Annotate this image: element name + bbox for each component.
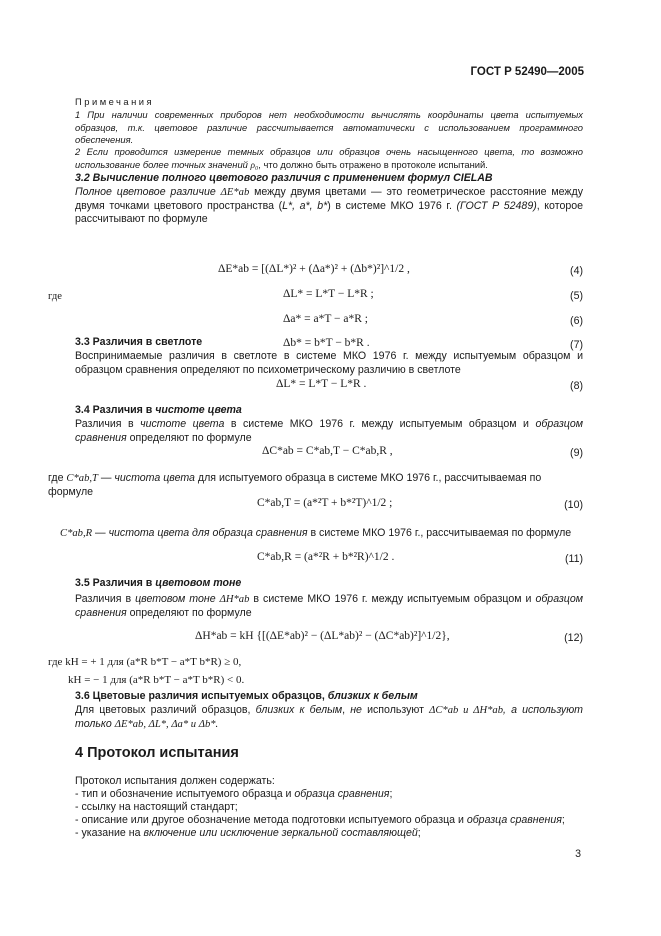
list-item: - тип и обозначение испытуемого образца и образца сравнения; — [75, 788, 393, 800]
equation-number-12: (12) — [564, 632, 583, 644]
section-3-4-paragraph: Различия в чистоте цвета в системе МКО 1976 г. между испытуемым образцом и образцом сравнения определяют по формуле — [75, 418, 584, 444]
page-number: 3 — [575, 848, 581, 860]
formula-4: ΔE*ab = [(ΔL*)² + (Δa*)² + (Δb*)²]^1/2 , — [218, 263, 410, 275]
list-item: - описание или другое обозначение метода подготовки испытуемого образца и образца сравнения; — [75, 814, 565, 826]
note-1: 1 При наличии современных приборов нет необходимости вычислять координаты цвета испытуемых образцов, т.к. цветовое различие рассчитывается автоматически с использованием программного обеспечения. — [75, 109, 583, 146]
section-3-4-heading: 3.4 Различия в чистоте цвета — [75, 404, 242, 416]
kh-condition-positive: где kH = + 1 для (a*R b*T − a*T b*R) ≥ 0, — [48, 656, 242, 668]
equation-number-11: (11) — [564, 553, 583, 565]
notes-title: Примечания — [75, 96, 155, 107]
equation-number-5: (5) — [570, 290, 583, 302]
section-3-2-heading: 3.2 Вычисление полного цветового различия с применением формул CIELAB — [75, 172, 493, 184]
formula-11: C*ab,R = (a*²R + b*²R)^1/2 . — [257, 551, 395, 563]
section-4-intro: Протокол испытания должен содержать: — [75, 775, 275, 787]
formula-12: ΔH*ab = kH {[(ΔE*ab)² − (ΔL*ab)² − (ΔC*ab)²]^1/2}, — [195, 630, 450, 642]
section-3-5-paragraph: Различия в цветовом тоне ΔH*ab в системе МКО 1976 г. между испытуемым образцом и образцом сравнения определяют по формуле — [75, 593, 583, 619]
formula-10: C*ab,T = (a*²T + b*²T)^1/2 ; — [257, 497, 393, 509]
equation-number-4: (4) — [570, 265, 583, 277]
definition-c-ab-t: где C*ab,T — чистота цвета для испытуемого образца в системе МКО 1976 г., рассчитываемая по формуле — [48, 472, 542, 498]
kh-condition-negative: kH = − 1 для (a*R b*T − a*T b*R) < 0. — [68, 674, 245, 686]
list-item: - ссылку на настоящий стандарт; — [75, 801, 238, 813]
section-4-heading: 4 Протокол испытания — [75, 745, 239, 761]
equation-number-10: (10) — [564, 499, 583, 511]
formula-6: Δa* = a*T − a*R ; — [283, 313, 368, 325]
section-3-3-heading: 3.3 Различия в светлоте — [75, 336, 203, 348]
formula-5: ΔL* = L*T − L*R ; — [283, 288, 374, 300]
document-id: ГОСТ Р 52490—2005 — [470, 66, 584, 78]
section-3-6-paragraph: Для цветовых различий образцов, близких к белым, не используют ΔC*ab и ΔH*ab, а используют только ΔE*ab, ΔL*, Δa* и Δb*. — [75, 704, 584, 730]
equation-number-8: (8) — [570, 380, 583, 392]
formula-9: ΔC*ab = C*ab,T − C*ab,R , — [262, 445, 393, 457]
section-3-3-paragraph: Воспринимаемые различия в светлоте в системе МКО 1976 г. между испытуемым образцом и образцом сравнения определяют по психометрическому различию в светлоте — [75, 350, 583, 376]
formula-7: Δb* = b*T − b*R . — [283, 337, 370, 349]
formula-8: ΔL* = L*T − L*R . — [276, 378, 367, 390]
section-3-2-paragraph: Полное цветовое различие ΔE*ab между двумя цветами — это геометрическое расстояние между двумя точками цветового пространства (L*, a*, b*) в системе МКО 1976 г. (ГОСТ Р 52489), которое рассчитывают по формуле — [75, 186, 584, 226]
equation-number-7: (7) — [570, 339, 583, 351]
definition-c-ab-r: C*ab,R — чистота цвета для образца сравнения в системе МКО 1976 г., рассчитываемая по формуле — [60, 527, 572, 539]
equation-number-9: (9) — [570, 447, 583, 459]
section-3-5-heading: 3.5 Различия в цветовом тоне — [75, 577, 242, 589]
list-item: - указание на включение или исключение зеркальной составляющей; — [75, 827, 421, 839]
note-2: 2 Если проводится измерение темных образцов или образцов очень насыщенного цвета, то возможно использование более точных значений ρ₀, что должно быть отражено в протоколе испытаний. — [75, 146, 583, 171]
equation-number-6: (6) — [570, 315, 583, 327]
section-3-6-heading: 3.6 Цветовые различия испытуемых образцов, близких к белым — [75, 690, 418, 702]
where-label: где — [48, 291, 62, 302]
